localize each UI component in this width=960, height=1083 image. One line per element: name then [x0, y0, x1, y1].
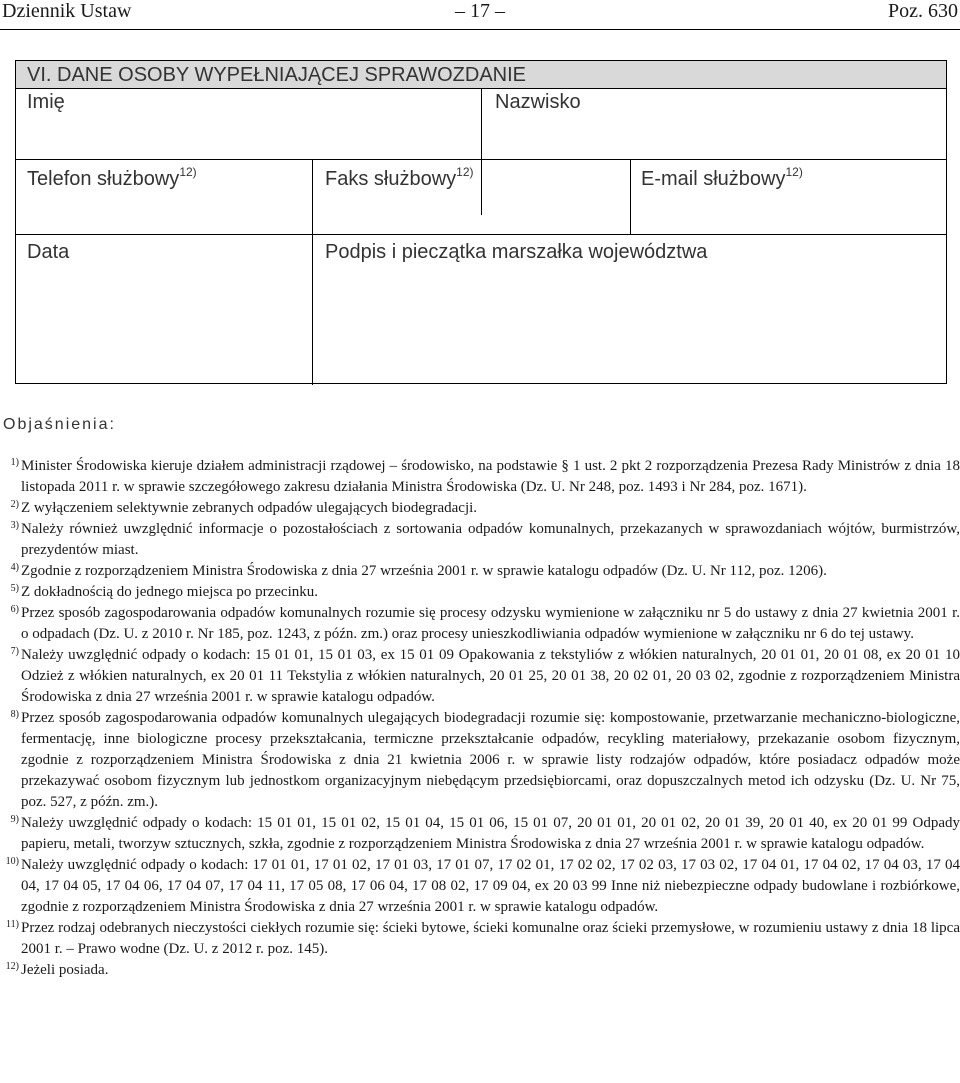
signature-field[interactable]: [325, 241, 707, 264]
date-field[interactable]: [27, 241, 69, 264]
position-number: Poz. 630: [888, 0, 958, 22]
note-number: 3): [10, 520, 19, 531]
note-item: [0, 456, 960, 498]
note-item: [0, 960, 960, 981]
note-number: 10): [5, 856, 19, 867]
note-text: Z wyłączeniem selektywnie zebranych odpadów ulegających biodegradacji.: [21, 500, 478, 516]
first-name-label: Imię: [27, 91, 65, 113]
date-label: Data: [27, 241, 70, 263]
note-text: Przez rodzaj odebranych nieczystości ciekłych rozumie się: ścieki bytowe, ścieki komunalne oraz ścieki przemysłowe, w rozumieniu ustawy z dnia 18 lipca 2001 r. – Prawo wodne (Dz. U. z 2012 r. poz. 145).: [21, 920, 960, 957]
divider: [481, 89, 482, 215]
note-item: [0, 813, 960, 855]
note-text: Przez sposób zagospodarowania odpadów komunalnych rozumie się procesy odzysku wymienione w załączniku nr 5 do ustawy z dnia 27 kwietnia 2001 r. o odpadach (Dz. U. z 2010 r. Nr 185, poz. 1243, z późn. zm.) oraz procesy unieszkodliwiania odpadów wymienione w załączniku nr 6 do tej ustawy.: [21, 605, 960, 642]
note-number: 4): [10, 562, 19, 573]
email-label: E-mail służbowy: [641, 168, 786, 190]
note-text: Należy uwzględnić odpady o kodach: 17 01 01, 17 01 02, 17 01 03, 17 01 07, 17 02 01, 17 02 02, 17 02 03, 17 03 02, 17 04 01, 17 04 02, 17 04 03, 17 04 04, 17 04 05, 17 04 06, 17 04 07, 17 04 11, 17 05 08, 17 06 04, 17 08 02, 17 09 04, ex 20 03 99 Inne niż niebezpieczne odpady budowlane i rozbiórkowe, zgodnie z rozporządzeniem Ministra Środowiska z dnia 27 września 2001 r. w sprawie katalogu odpadów.: [21, 857, 960, 915]
note-item: [0, 561, 960, 582]
note-text: Jeżeli posiada.: [21, 962, 109, 978]
note-number: 8): [10, 709, 19, 720]
form-title: VI. DANE OSOBY WYPEŁNIAJĄCEJ SPRAWOZDANIE: [16, 61, 946, 89]
fax-label: Faks służbowy: [325, 168, 457, 190]
divider: [312, 159, 313, 385]
note-item: [0, 498, 960, 519]
note-number: 7): [10, 646, 19, 657]
footnote-ref: 12): [179, 165, 197, 179]
divider: [630, 159, 631, 234]
divider: [16, 234, 946, 235]
note-text: Należy uwzględnić odpady o kodach: 15 01 01, 15 01 03, ex 15 01 09 Opakowania z tekstyliów z włókien naturalnych, 20 01 01, 20 01 08, ex 20 01 10 Odzież z włókien naturalnych, ex 20 01 11 Tekstylia z włókien naturalnych, 20 01 25, 20 01 38, 20 02 01, 20 03 02, zgodnie z rozporządzeniem Ministra Środowiska z dnia 27 września 2001 r. w sprawie katalogu odpadów.: [21, 647, 960, 705]
note-text: Należy również uwzględnić informacje o pozostałościach z sortowania odpadów komunalnych, przekazanych w sprawozdaniach wójtów, burmistrzów, prezydentów miast.: [21, 521, 960, 558]
last-name-field[interactable]: [495, 91, 581, 114]
signature-label: Podpis i pieczątka marszałka województwa: [325, 241, 708, 263]
note-item: [0, 708, 960, 813]
note-text: Minister Środowiska kieruje działem administracji rządowej – środowisko, na podstawie § 1 ust. 2 pkt 2 rozporządzenia Prezesa Rady Ministrów z dnia 18 listopada 2011 r. w sprawie szczegółowego zakresu działania Ministra Środowiska (Dz. U. Nr 248, poz. 1493 i Nr 284, poz. 1671).: [21, 458, 960, 495]
fax-field[interactable]: [325, 165, 474, 191]
notes-heading: Objaśnienia:: [3, 416, 116, 433]
note-text: Przez sposób zagospodarowania odpadów komunalnych ulegających biodegradacji rozumie się: kompostowanie, przetwarzanie mechaniczno-biologiczne, fermentację, inne biologiczne procesy przekształcania, termiczne przekształcanie odpadów, recykling materiałowy, przekazanie osobom fizycznym, zgodnie z rozporządzeniem Ministra Środowiska z dnia 21 kwietnia 2006 r. w sprawie listy rodzajów odpadów, które posiadacz odpadów może przekazywać osobom fizycznym lub jednostkom organizacyjnym niebędącym przedsiębiorcami, oraz dopuszczalnych metod ich odzysku (Dz. U. Nr 75, poz. 527, z późn. zm.).: [21, 710, 960, 810]
note-number: 5): [10, 583, 19, 594]
footnote-ref: 12): [456, 165, 474, 179]
note-number: 1): [10, 457, 19, 468]
note-item: [0, 918, 960, 960]
note-number: 6): [10, 604, 19, 615]
first-name-field[interactable]: [27, 91, 65, 114]
note-item: [0, 603, 960, 645]
note-number: 2): [10, 499, 19, 510]
footnote-ref: 12): [785, 165, 803, 179]
note-item: [0, 645, 960, 708]
phone-field[interactable]: [27, 165, 197, 191]
reporter-data-form: [15, 60, 947, 384]
email-field[interactable]: [641, 165, 803, 191]
note-item: [0, 582, 960, 603]
last-name-label: Nazwisko: [495, 91, 581, 113]
note-text: Z dokładnością do jednego miejsca po przecinku.: [21, 584, 318, 600]
note-text: Należy uwzględnić odpady o kodach: 15 01 01, 15 01 02, 15 01 04, 15 01 06, 15 01 07, 20 01 01, 20 01 02, 20 01 39, 20 01 40, ex 20 01 99 Odpady papieru, metali, tworzyw sztucznych, szkła, zgodnie z rozporządzeniem Ministra Środowiska z dnia 27 września 2001 r. w sprawie katalogu odpadów.: [21, 815, 960, 852]
phone-label: Telefon służbowy: [27, 168, 180, 190]
divider: [16, 159, 946, 160]
note-text: Zgodnie z rozporządzeniem Ministra Środowiska z dnia 27 września 2001 r. w sprawie katalogu odpadów (Dz. U. Nr 112, poz. 1206).: [21, 563, 827, 579]
page-header: [0, 0, 960, 30]
notes-list: [0, 456, 960, 981]
journal-name: Dziennik Ustaw: [2, 0, 132, 22]
note-number: 12): [5, 961, 19, 972]
note-number: 11): [6, 919, 19, 930]
note-item: [0, 855, 960, 918]
page-number: – 17 –: [455, 0, 505, 22]
note-item: [0, 519, 960, 561]
note-number: 9): [10, 814, 19, 825]
